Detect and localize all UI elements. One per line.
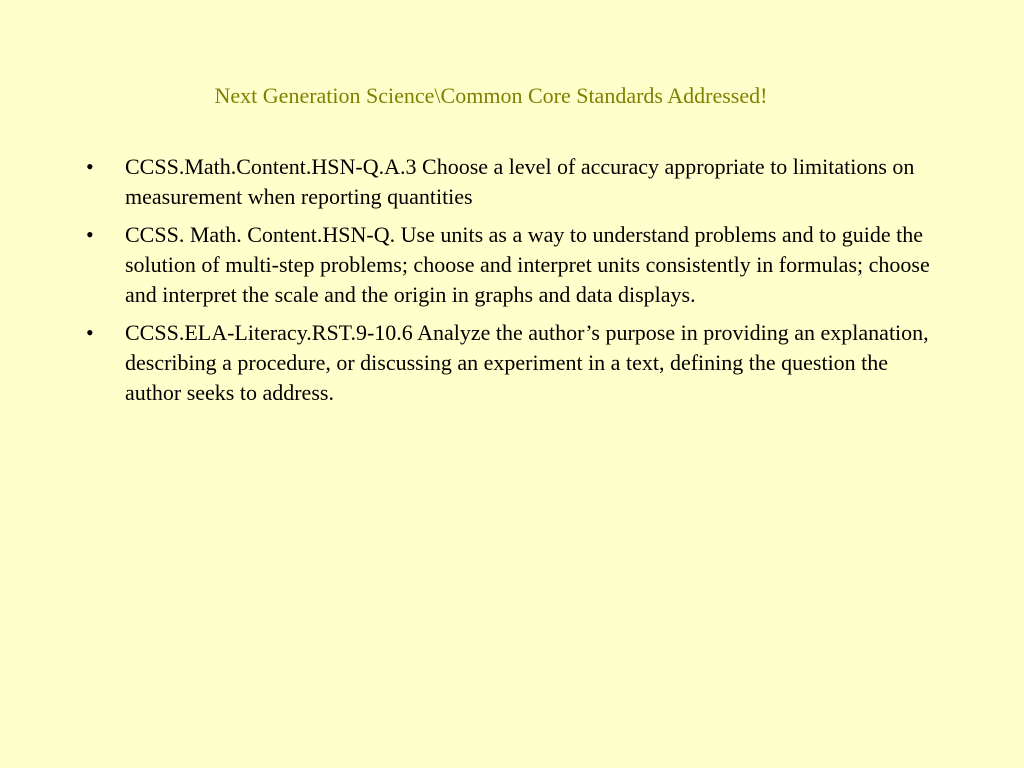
- bullet-text: CCSS.ELA-Literacy.RST.9-10.6 Analyze the author’s purpose in providing an explanation, describing a procedure, or discussing an experiment in a text, defining the question the author seeks to address.: [125, 320, 929, 405]
- bullet-item: [86, 220, 946, 310]
- bullet-item: [86, 318, 946, 408]
- standards-bullet-list: [86, 152, 946, 416]
- bullet-dot-icon: •: [86, 222, 94, 247]
- bullet-text: CCSS. Math. Content.HSN-Q. Use units as a way to understand problems and to guide the solution of multi-step problems; choose and interpret units consistently in formulas; choose and interpret the scale and the origin in graphs and data displays.: [125, 222, 930, 307]
- bullet-item: [86, 152, 946, 212]
- bullet-text: CCSS.Math.Content.HSN-Q.A.3 Choose a level of accuracy appropriate to limitations on measurement when reporting quantities: [125, 154, 915, 209]
- bullet-dot-icon: •: [86, 320, 94, 345]
- slide-title: Next Generation Science\Common Core Standards Addressed!: [214, 83, 768, 108]
- bullet-dot-icon: •: [86, 154, 94, 179]
